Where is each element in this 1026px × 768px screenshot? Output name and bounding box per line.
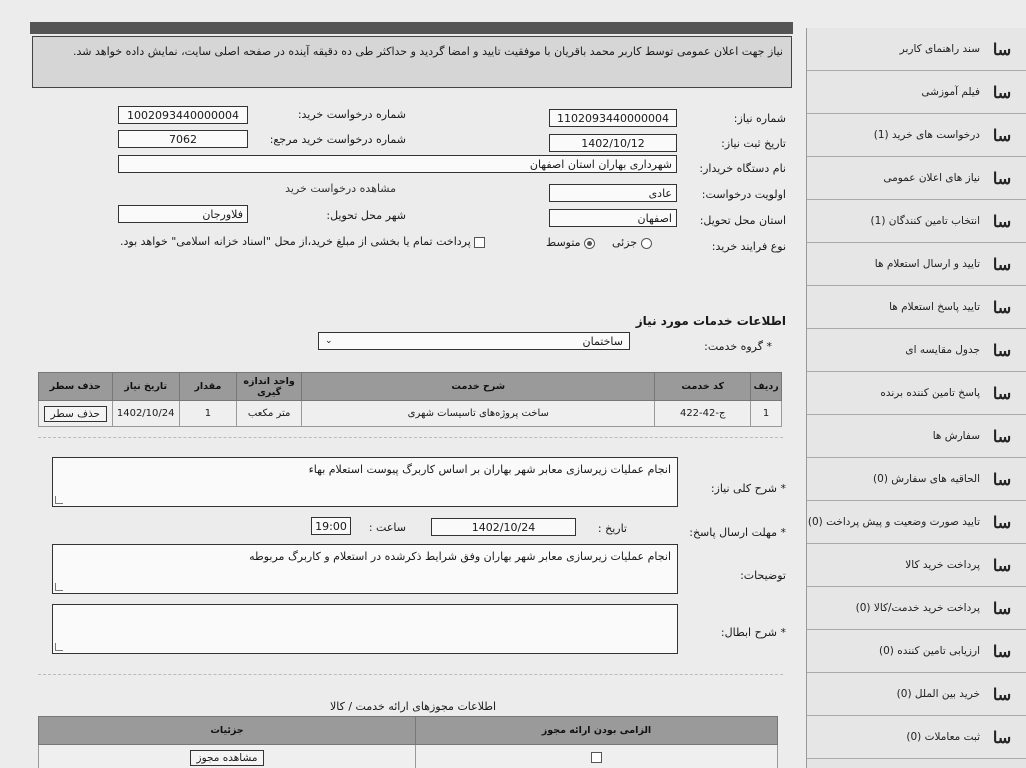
medium-radio[interactable] <box>584 238 595 249</box>
sidebar-item-label: الحاقیه های سفارش (0) <box>873 473 980 485</box>
setad-logo-icon: سا <box>992 684 1012 704</box>
need-number-field: 1102093440000004 <box>549 109 677 127</box>
cancel-desc-textarea[interactable] <box>52 604 678 654</box>
setad-logo-icon: سا <box>992 598 1012 618</box>
payment-option[interactable] <box>120 235 485 248</box>
sidebar-item-label: سند راهنمای کاربر <box>899 43 980 55</box>
deadline-time-field[interactable]: 19:00 <box>311 517 351 535</box>
buyer-org-label: نام دستگاه خریدار: <box>699 162 786 175</box>
col-quantity: مقدار <box>179 373 236 401</box>
notes-textarea[interactable] <box>52 544 678 594</box>
service-group-value: ساختمان <box>582 334 623 348</box>
success-notice: نیاز جهت اعلان عمومی توسط کاربر محمد باقریان با موفقیت تایید و امضا گردید و حداکثر طی ده دقیقه آینده در صفحه اصلی سایت، نمایش داده خواهد شد. <box>32 36 792 88</box>
services-table <box>38 372 782 427</box>
sidebar-item-label: سفارش ها <box>932 430 980 442</box>
permit-required-checkbox[interactable] <box>591 752 602 763</box>
deadline-label: * مهلت ارسال پاسخ: <box>689 526 786 539</box>
view-purchase-request-link[interactable]: مشاهده درخواست خرید <box>285 182 396 195</box>
setad-logo-icon: سا <box>992 727 1012 747</box>
sidebar-item[interactable] <box>807 200 1026 243</box>
sidebar-item-label: پرداخت خرید خدمت/کالا (0) <box>855 602 980 614</box>
date-label: تاریخ : <box>597 522 627 535</box>
sidebar-item-label: تایید و ارسال استعلام ها <box>874 258 980 270</box>
purchase-request-number-field: 1002093440000004 <box>118 106 248 124</box>
resize-handle-icon[interactable] <box>55 583 63 591</box>
resize-handle-icon[interactable] <box>55 496 63 504</box>
sidebar-item[interactable] <box>807 329 1026 372</box>
payment-note: پرداخت تمام یا بخشی از مبلغ خرید،از محل "اسناد خزانه اسلامی" خواهد بود. <box>120 235 471 248</box>
province-label: استان محل تحویل: <box>699 214 786 227</box>
sidebar-item[interactable] <box>807 157 1026 200</box>
sidebar-item[interactable] <box>807 71 1026 114</box>
sidebar-item-label: ارزیابی تامین کننده (0) <box>878 645 980 657</box>
need-date-label: تاریخ ثبت نیاز: <box>721 137 786 150</box>
ref-request-number-field: 7062 <box>118 130 248 148</box>
sidebar-item[interactable] <box>807 544 1026 587</box>
setad-logo-icon: سا <box>992 469 1012 489</box>
col-service-code: کد خدمت <box>655 373 751 401</box>
priority-field: عادی <box>549 184 677 202</box>
permits-col-details: جزئیات <box>39 717 416 745</box>
setad-logo-icon: سا <box>992 641 1012 661</box>
sidebar-item[interactable] <box>807 458 1026 501</box>
sidebar-item-label: خرید بین الملل (0) <box>896 688 980 700</box>
sidebar-item-label: پرداخت خرید کالا <box>905 559 980 571</box>
delete-cell <box>39 401 113 427</box>
notes-label: توضیحات: <box>740 569 786 582</box>
need-number-label: شماره نیاز: <box>733 112 786 125</box>
top-bar <box>30 22 793 34</box>
sidebar-item-label: انتخاب تامین کنندگان (1) <box>870 215 980 227</box>
cancel-desc-label: * شرح ابطال: <box>720 626 786 639</box>
purchase-request-number-label: شماره درخواست خرید: <box>297 108 406 121</box>
resize-handle-icon[interactable] <box>55 643 63 651</box>
col-unit: واحد اندازه گیری <box>236 373 301 401</box>
setad-logo-icon: سا <box>992 297 1012 317</box>
unit-cell: متر مکعب <box>236 401 301 427</box>
setad-logo-icon: سا <box>992 254 1012 274</box>
need-date-field: 1402/10/12 <box>549 134 677 152</box>
table-row <box>39 745 778 768</box>
permits-title: اطلاعات مجوزهای ارائه خدمت / کالا <box>330 700 497 713</box>
delete-row-button[interactable]: حذف سطر <box>44 406 107 422</box>
col-delete: حذف سطر <box>39 373 113 401</box>
need-date-cell: 1402/10/24 <box>112 401 179 427</box>
sidebar-item[interactable] <box>807 28 1026 71</box>
sidebar-item[interactable] <box>807 587 1026 630</box>
sidebar-item-label: ثبت معاملات (0) <box>906 731 980 743</box>
row-index-cell: 1 <box>751 401 782 427</box>
setad-logo-icon: سا <box>992 168 1012 188</box>
sidebar-item-label: پاسخ تامین کننده برنده <box>880 387 980 399</box>
payment-checkbox[interactable] <box>474 237 485 248</box>
sidebar-item[interactable] <box>807 716 1026 759</box>
setad-logo-icon: سا <box>992 383 1012 403</box>
permit-required-cell <box>416 745 778 768</box>
deadline-date-field[interactable]: 1402/10/24 <box>431 518 576 536</box>
general-desc-textarea[interactable] <box>52 457 678 507</box>
city-label: شهر محل تحویل: <box>326 209 406 222</box>
sidebar-item-label: درخواست های خرید (1) <box>873 129 980 141</box>
divider <box>38 674 783 675</box>
setad-logo-icon: سا <box>992 39 1012 59</box>
partial-label: جزئی <box>612 236 638 249</box>
col-row-index: ردیف <box>751 373 782 401</box>
setad-logo-icon: سا <box>992 340 1012 360</box>
sidebar-item[interactable] <box>807 286 1026 329</box>
setad-logo-icon: سا <box>992 512 1012 532</box>
buyer-org-field: شهرداری بهاران استان اصفهان <box>118 155 677 173</box>
process-type-label: نوع فرایند خرید: <box>711 240 786 253</box>
sidebar-item-label: نیاز های اعلان عمومی <box>883 172 980 184</box>
general-desc-text: انجام عملیات زیرسازی معابر شهر بهاران بر اساس کاربرگ پیوست استعلام بهاء <box>308 463 671 476</box>
sidebar-item-label: فیلم آموزشی <box>921 86 980 98</box>
sidebar-item-label: تایید پاسخ استعلام ها <box>889 301 980 313</box>
time-label: ساعت : <box>368 521 406 534</box>
col-service-desc: شرح خدمت <box>302 373 655 401</box>
ref-request-number-label: شماره درخواست خرید مرجع: <box>269 133 406 146</box>
city-field: فلاورجان <box>118 205 248 223</box>
partial-radio[interactable] <box>641 238 652 249</box>
sidebar-item[interactable] <box>807 630 1026 673</box>
setad-logo-icon: سا <box>992 211 1012 231</box>
view-permit-button[interactable]: مشاهده مجوز <box>190 750 265 766</box>
setad-logo-icon: سا <box>992 125 1012 145</box>
service-code-cell: ج-42-422 <box>655 401 751 427</box>
medium-label: متوسط <box>546 236 581 249</box>
services-header-row <box>39 373 782 401</box>
service-desc-cell: ساخت پروژه‌های تاسیسات شهری <box>302 401 655 427</box>
divider <box>38 437 783 438</box>
service-group-select[interactable] <box>318 332 630 350</box>
sidebar-item[interactable] <box>807 114 1026 157</box>
permits-table <box>38 716 778 768</box>
setad-logo-icon: سا <box>992 426 1012 446</box>
priority-label: اولویت درخواست: <box>701 188 786 201</box>
chevron-down-icon: ⌄ <box>325 336 333 346</box>
quantity-cell: 1 <box>179 401 236 427</box>
sidebar-item[interactable] <box>807 501 1026 544</box>
sidebar-item-label: جدول مقایسه ای <box>905 344 980 356</box>
general-desc-label: * شرح کلی نیاز: <box>710 482 786 495</box>
sidebar <box>806 28 1026 768</box>
sidebar-item[interactable] <box>807 372 1026 415</box>
service-group-label: * گروه خدمت: <box>704 340 772 353</box>
process-partial-option[interactable] <box>612 236 652 249</box>
sidebar-item[interactable] <box>807 243 1026 286</box>
province-field: اصفهان <box>549 209 677 227</box>
services-title: اطلاعات خدمات مورد نیاز <box>635 314 786 328</box>
sidebar-item-label: تایید صورت وضعیت و پیش پرداخت (0) <box>807 516 980 528</box>
notes-text: انجام عملیات زیرسازی معابر شهر بهاران وفق شرایط ذکرشده در استعلام و کاربرگ مربوطه <box>249 550 671 563</box>
permit-details-cell <box>39 745 416 768</box>
table-row <box>39 401 782 427</box>
process-medium-option[interactable] <box>546 236 595 249</box>
sidebar-item[interactable] <box>807 415 1026 458</box>
permits-col-required: الزامی بودن ارائه مجوز <box>416 717 778 745</box>
sidebar-item[interactable] <box>807 673 1026 716</box>
setad-logo-icon: سا <box>992 555 1012 575</box>
setad-logo-icon: سا <box>992 82 1012 102</box>
col-need-date: تاریخ نیاز <box>112 373 179 401</box>
